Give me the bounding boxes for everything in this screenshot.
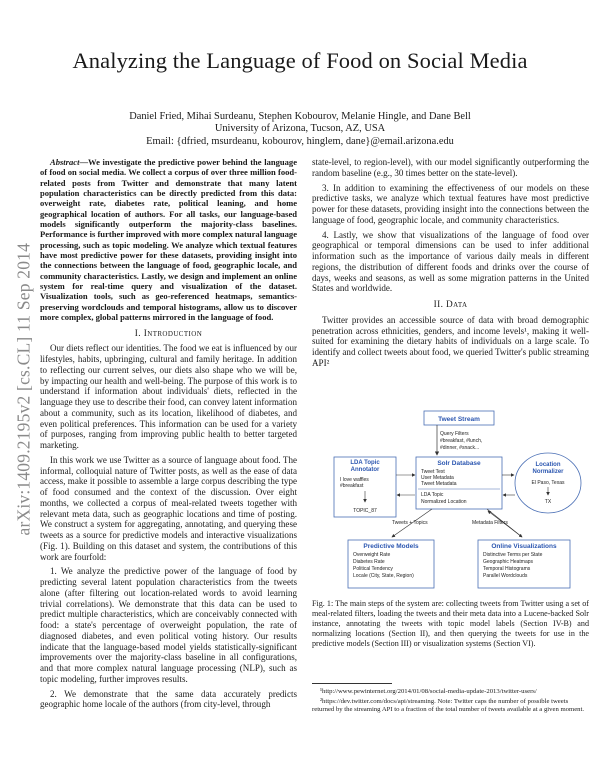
lda-annotator-title-2: Annotator: [350, 467, 380, 473]
predictive-item-4: Locale (City, State, Region): [353, 573, 414, 579]
contribution-3: 3. In addition to examining the effectiveness of our models on these predictive tasks, we analyze which textual features have most predictive power for these datasets, providing insight into the connections between the language of food, geographic locale, and community characteristics.: [312, 182, 589, 225]
contribution-2: 2. We demonstrate that the same data accurately predicts geographic home locale of the authors (from city-level, through: [40, 688, 297, 710]
viz-item-4: Parallel Wordclouds: [483, 573, 528, 579]
edge-label-tweets-topics: Tweets + Topics: [392, 520, 428, 526]
abstract-text: —We investigate the predictive power behind the language of food on social media. We collect a corpus of over three million food-related posts from Twitter and demonstrate that many latent population characteristics can be directly predicted from this data: overweight rate, diabetes rate, political leaning, and home geographical location of authors. For all tasks, our language-based models significantly outperform the majority-class baselines. Performance is further improved with more complex natural language processing, such as topic modeling. We analyze which textual features have most predictive power for these datasets, providing insight into the connections between the language of food, geographic locale, and community characteristics. Lastly, we design and implement an online system for real-time query and visualization of the dataset. Visualization tools, such as geo-referenced heatmaps, semantics-preserving wordclouds and temporal histograms, allow us to discover more complex, global patterns mirrored in the language of food.: [40, 157, 297, 323]
right-column: [312, 157, 589, 369]
solr-field-tweet-text: Tweet Text: [421, 469, 445, 475]
contribution-4: 4. Lastly, we show that visualizations of the language of food over geographical or temporal dimensions can be used to infer additional information such as the importance of various daily meals in different regions, the distribution of different foods and drinks over the course of days, weeks and seasons, as well as some migration patterns in the United States and worldwide.: [312, 229, 589, 294]
tweet-stream-label: Tweet Stream: [438, 416, 480, 423]
solr-field-tweet-metadata: Tweet Metadata: [421, 481, 457, 487]
lda-annotator-title-1: LDA Topic: [350, 460, 380, 466]
intro-paragraph-1: Our diets reflect our identities. The food we eat is influenced by our lifestyles, habits, upbringing, cultural and family heritage. In addition to reflecting our current selves, our diets also shape who we will be, by impacting our health and well-being. The purpose of this work is to understand if information about individuals' diets, reflected in the language they use to describe their food, can convey latent information about a community, such as its location, likelihood of diabetes, and even political preferences. This information can be used for a variety of purposes, ranging from improving public health to better targeted marketing.: [40, 343, 297, 450]
author-affiliation: University of Arizona, Tucson, AZ, USA: [214, 123, 386, 135]
author-block: [0, 111, 600, 148]
online-visualizations-title: Online Visualizations: [491, 543, 557, 550]
lda-example-line-2: #breakfast: [340, 483, 364, 489]
lda-topic-id: TOPIC_87: [353, 508, 377, 514]
query-filter-line-2: #dinner, #snack...: [440, 445, 480, 451]
location-result: TX: [544, 499, 552, 505]
left-column: [40, 157, 297, 710]
solr-field-lda-topic: LDA Topic: [421, 492, 444, 498]
query-filter-line-1: #breakfast, #lunch,: [440, 438, 483, 444]
query-filters-title: Query Filters: [440, 431, 469, 437]
solr-field-normalized-location: Normalized Location: [421, 499, 467, 505]
section-heading-introduction: I. Introduction: [134, 328, 203, 339]
paper-title: Analyzing the Language of Food on Social Media: [72, 48, 528, 73]
footnotes: [312, 683, 589, 717]
viz-item-3: Temporal Histograms: [483, 566, 531, 572]
footnote-2: ²https://dev.twitter.com/docs/api/streaming. Note: Twitter caps the number of possible tweets returned by the streaming API to a fraction of the total number of tweets available at a given moment.: [312, 698, 585, 714]
location-example: El Paso, Texas: [531, 480, 565, 486]
predictive-item-3: Political Tendency: [353, 566, 393, 572]
data-paragraph: Twitter provides an accessible source of data with broad demographic penetration across ethnicities, genders, and income levels¹, making it well-suited for examining the dietary habits of individuals on a large scale. To identify and collect tweets about food, we queried Twitter's public streaming API²: [312, 314, 589, 368]
arxiv-stamp: arXiv:1409.2195v2 [cs.CL] 11 Sep 2014: [13, 242, 34, 536]
location-normalizer-title-2: Normalizer: [532, 469, 564, 475]
abstract-label: Abstract: [50, 157, 80, 167]
predictive-models-title: Predictive Models: [363, 543, 419, 550]
system-diagram-figure: [312, 395, 590, 595]
viz-item-2: Geographic Heatmaps: [483, 559, 534, 565]
footnote-1: ¹http://www.pewinternet.org/2014/01/08/social-media-update-2013/twitter-users/: [320, 688, 537, 695]
predictive-item-2: Diabetes Rate: [353, 559, 385, 565]
figure-caption: Fig. 1: The main steps of the system are: collecting tweets from Twitter using a set of meal-related filters, loading the tweets and their meta data into a Lucene-backed Solr instance, annotating the tweets with topic model labels (Section IV-B) and normalizing locations (Section II), and then querying the tweets for use in the predictive models (Section III) or visualization systems (Section VI).: [312, 599, 589, 648]
solr-database-label: Solr Database: [437, 460, 481, 467]
section-heading-data: II. Data: [433, 300, 468, 310]
location-normalizer-title-1: Location: [535, 462, 561, 468]
contribution-2-continued: state-level, to region-level), with our model significantly outperforming the random baseline (e.g., 30 times better on the state-level).: [312, 157, 589, 178]
abstract: [40, 157, 297, 323]
solr-field-user-metadata: User Metadata: [421, 475, 454, 481]
author-email: Email: {dfried, msurdeanu, kobourov, hinglem, dane}@email.arizona.edu: [146, 135, 454, 147]
contribution-1: 1. We analyze the predictive power of the language of food by predicting several latent population characteristics from the tweets alone (after filtering out location-related words to avoid learning trivial correlations). We demonstrate that this data can be used to predict multiple characteristics, which are conceivably connected with food: a state's percentage of overweight population, the rate of diagnosed diabetes, and even political voting history. Our results indicate that the language-based model yields statistically-significant improvements over the majority-class baseline in all configurations, and that more complex natural language processing (NLP), such as topic modeling, further improves results.: [40, 566, 297, 684]
predictive-item-1: Overweight Rate: [353, 552, 391, 558]
lda-example-line-1: I love waffles: [340, 477, 369, 483]
intro-paragraph-2: In this work we use Twitter as a source of language about food. The informal, colloquial nature of Twitter posts, as well as the ease of data access, make it possible to assemble a large corpus describing the type of food consumed and the context of the discussion. Over eight months, we collected a corpus of meal-related tweets together with relevant meta data, such as geographic locations and time of posting. We construct a system for aggregating, annotating, and querying these tweets as a source for predictive models and interactive visualizations (Fig. 1). Building on this dataset and system, the contributions of this work are fourfold:: [40, 454, 297, 562]
author-names: Daniel Fried, Mihai Surdeanu, Stephen Kobourov, Melanie Hingle, and Dane Bell: [129, 111, 471, 122]
viz-item-1: Distinctive Terms per State: [483, 552, 543, 558]
edge-label-metadata-filters: Metadata Filters: [472, 520, 508, 526]
